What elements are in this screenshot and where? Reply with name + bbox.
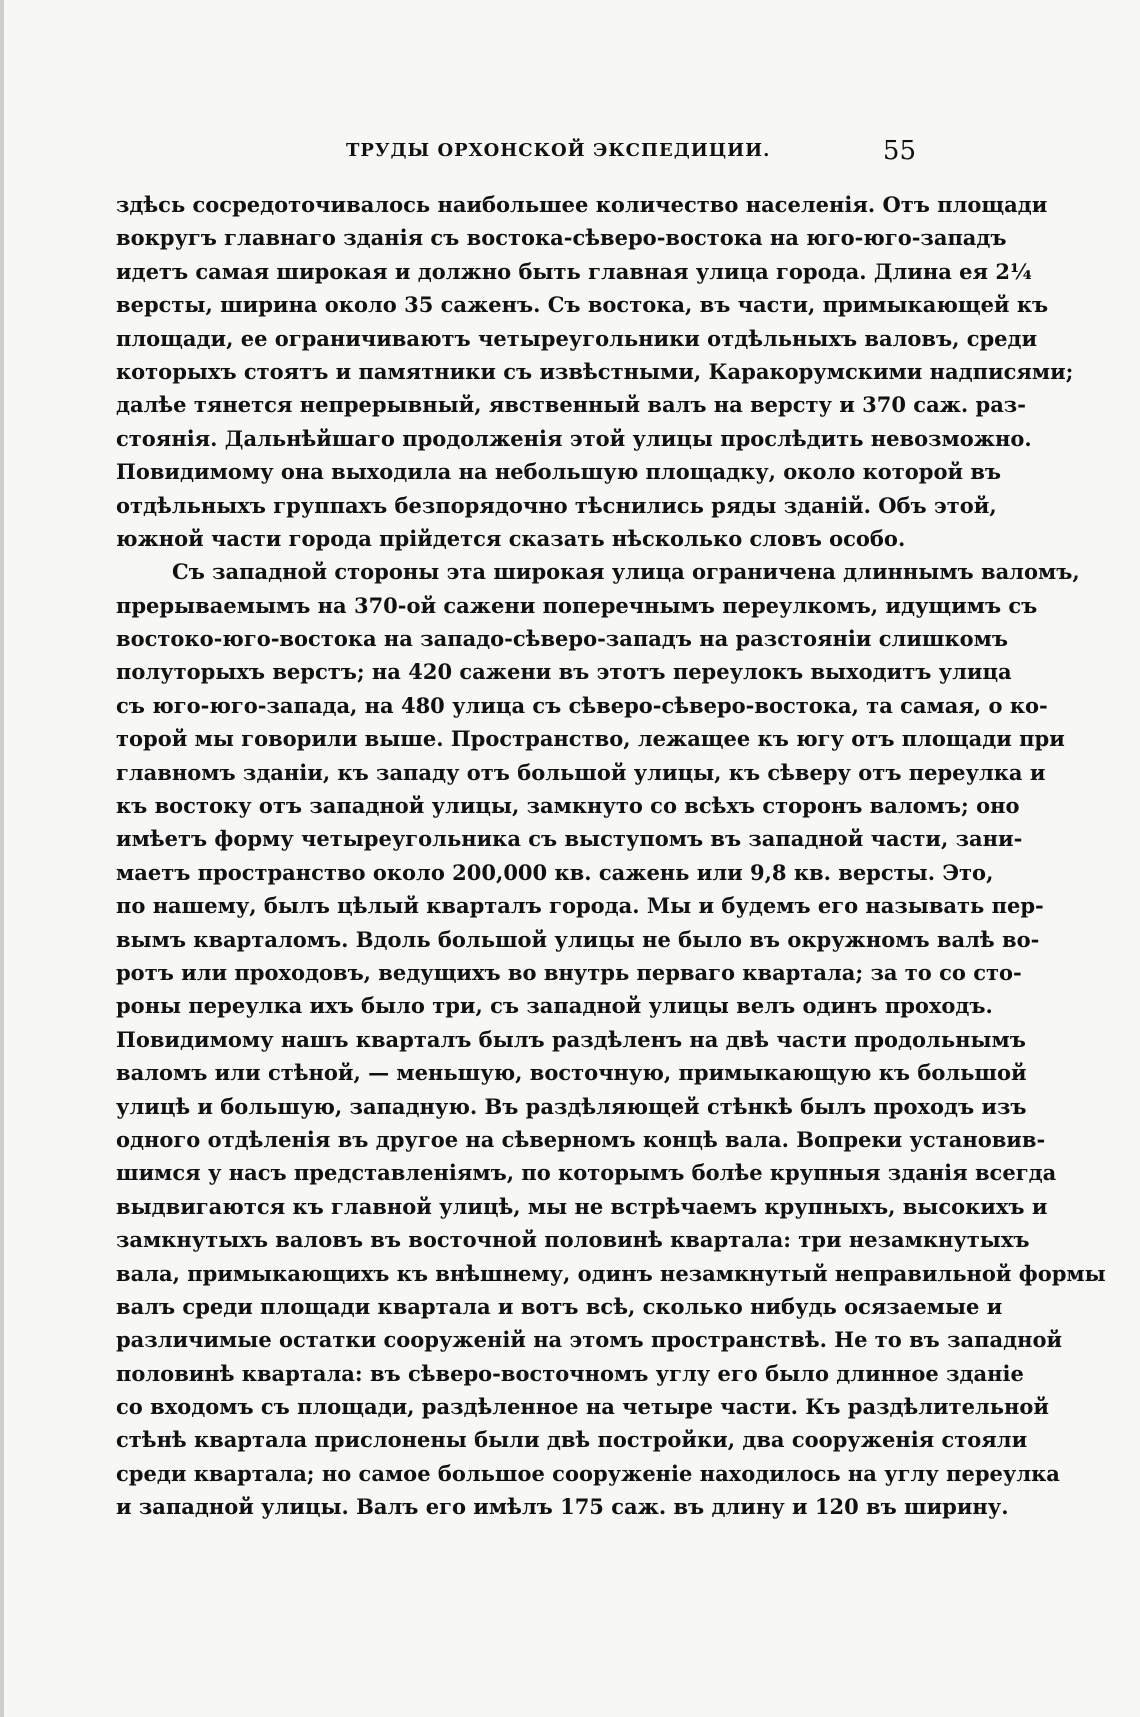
text-line: здѣсь сосредоточивалось наибольшее количество населенія. Отъ площади: [116, 192, 1048, 217]
text-line: маетъ пространство около 200,000 кв. сажень или 9,8 кв. версты. Это,: [116, 859, 994, 885]
text-line: со входомъ съ площади, раздѣленное на четыре части. Къ раздѣлительной: [116, 1394, 1050, 1420]
text-line: къ востоку отъ западной улицы, замкнуто со всѣхъ сторонъ валомъ; оно: [116, 793, 1020, 819]
text-line: стѣнѣ квартала прислонены были двѣ постройки, два сооруженія стояли: [116, 1427, 1028, 1453]
text-line: выдвигаются къ главной улицѣ, мы не встрѣчаемъ крупныхъ, высокихъ и: [116, 1193, 1048, 1219]
text-line: южной части города прійдется сказать нѣсколько словъ особо.: [116, 525, 906, 551]
text-line: идетъ самая широкая и должно быть главная улица города. Длина ея 2¼: [116, 258, 1032, 284]
text-line: шимся у насъ представленіямъ, по которымъ болѣе крупныя зданія всегда: [116, 1160, 1057, 1186]
text-line: востоко-юго-востока на западо-сѣверо-западъ на разстояніи слишкомъ: [116, 626, 1009, 652]
text-line: вала, примыкающихъ къ внѣшнему, одинъ незамкнутый неправильной формы: [116, 1260, 1106, 1286]
text-line: имѣетъ форму четыреугольника съ выступомъ въ западной части, зани-: [116, 826, 1023, 852]
page-left-edge: [0, 0, 4, 1717]
text-line: Повидимому она выходила на небольшую площадку, около которой въ: [116, 459, 1002, 485]
text-line: площади, ее ограничиваютъ четыреугольники отдѣльныхъ валовъ, среди: [116, 325, 1038, 351]
text-line: ротъ или проходовъ, ведущихъ во внутрь перваго квартала; за то со сто-: [116, 959, 1022, 985]
text-line: валъ среди площади квартала и вотъ всѣ, сколько нибудь осязаемые и: [116, 1293, 1003, 1319]
text-line: Повидимому нашъ кварталъ былъ раздѣленъ на двѣ части продольнымъ: [116, 1026, 1026, 1052]
text-line: версты, ширина около 35 саженъ. Съ востока, въ части, примыкающей къ: [116, 292, 1049, 318]
text-line: вымъ кварталомъ. Вдоль большой улицы не было въ окружномъ валѣ во-: [116, 926, 1040, 952]
text-line: валомъ или стѣной, — меньшую, восточную, примыкающую къ большой: [116, 1060, 1027, 1086]
text-line: торой мы говорили выше. Пространство, лежащее къ югу отъ площади при: [116, 726, 1065, 752]
text-line: среди квартала; но самое большое сооруженіе находилось на углу переулка: [116, 1460, 1060, 1486]
text-line: прерываемымъ на 370-ой сажени поперечнымъ переулкомъ, идущимъ съ: [116, 592, 1038, 618]
text-line: замкнутыхъ валовъ въ восточной половинѣ квартала: три незамкнутыхъ: [116, 1227, 1030, 1253]
text-line: половинѣ квартала: въ сѣверо-восточномъ углу его было длинное зданіе: [116, 1360, 1024, 1386]
text-line: съ юго-юго-запада, на 480 улица съ сѣверо-сѣверо-востока, та самая, о ко-: [116, 692, 1048, 718]
text-line: улицѣ и большую, западную. Въ раздѣляющей стѣнкѣ былъ проходъ изъ: [116, 1093, 1027, 1119]
text-line: Съ западной стороны эта широкая улица ограничена длиннымъ валомъ,: [172, 559, 1080, 585]
text-line: полуторыхъ верстъ; на 420 сажени въ этотъ переулокъ выходитъ улица: [116, 659, 1012, 685]
text-line: различимые остатки сооруженій на этомъ пространствѣ. Не то въ западной: [116, 1327, 1063, 1353]
text-line: которыхъ стоятъ и памятники съ извѣстными, Каракорумскими надписями;: [116, 358, 1074, 384]
body-text: [116, 188, 1106, 1524]
page-number: 55: [882, 136, 916, 166]
text-line: вокругъ главнаго зданія съ востока-сѣверо-востока на юго-юго-западъ: [116, 225, 1007, 251]
text-line: далѣе тянется непрерывный, явственный валъ на версту и 370 саж. раз-: [116, 392, 1026, 418]
text-line: по нашему, былъ цѣлый кварталъ города. Мы и будемъ его называть пер-: [116, 893, 1044, 919]
running-head: ТРУДЫ ОРХОНСКОЙ ЭКСПЕДИЦИИ.: [346, 140, 771, 161]
text-line: отдѣльныхъ группахъ безпорядочно тѣснились ряды зданій. Объ этой,: [116, 492, 997, 518]
text-line: стоянія. Дальнѣйшаго продолженія этой улицы прослѣдить невозможно.: [116, 425, 1032, 451]
text-line: роны переулка ихъ было три, съ западной улицы велъ одинъ проходъ.: [116, 993, 993, 1019]
text-line: главномъ зданіи, къ западу отъ большой улицы, къ сѣверу отъ переулка и: [116, 759, 1046, 785]
paragraph-1: [116, 188, 1074, 555]
page-header: [116, 136, 916, 176]
text-line: одного отдѣленія въ другое на сѣверномъ концѣ вала. Вопреки установив-: [116, 1126, 1046, 1152]
paragraph-2: [116, 555, 1106, 1523]
text-line: и западной улицы. Валъ его имѣлъ 175 саж. въ длину и 120 въ ширину.: [116, 1494, 1009, 1520]
